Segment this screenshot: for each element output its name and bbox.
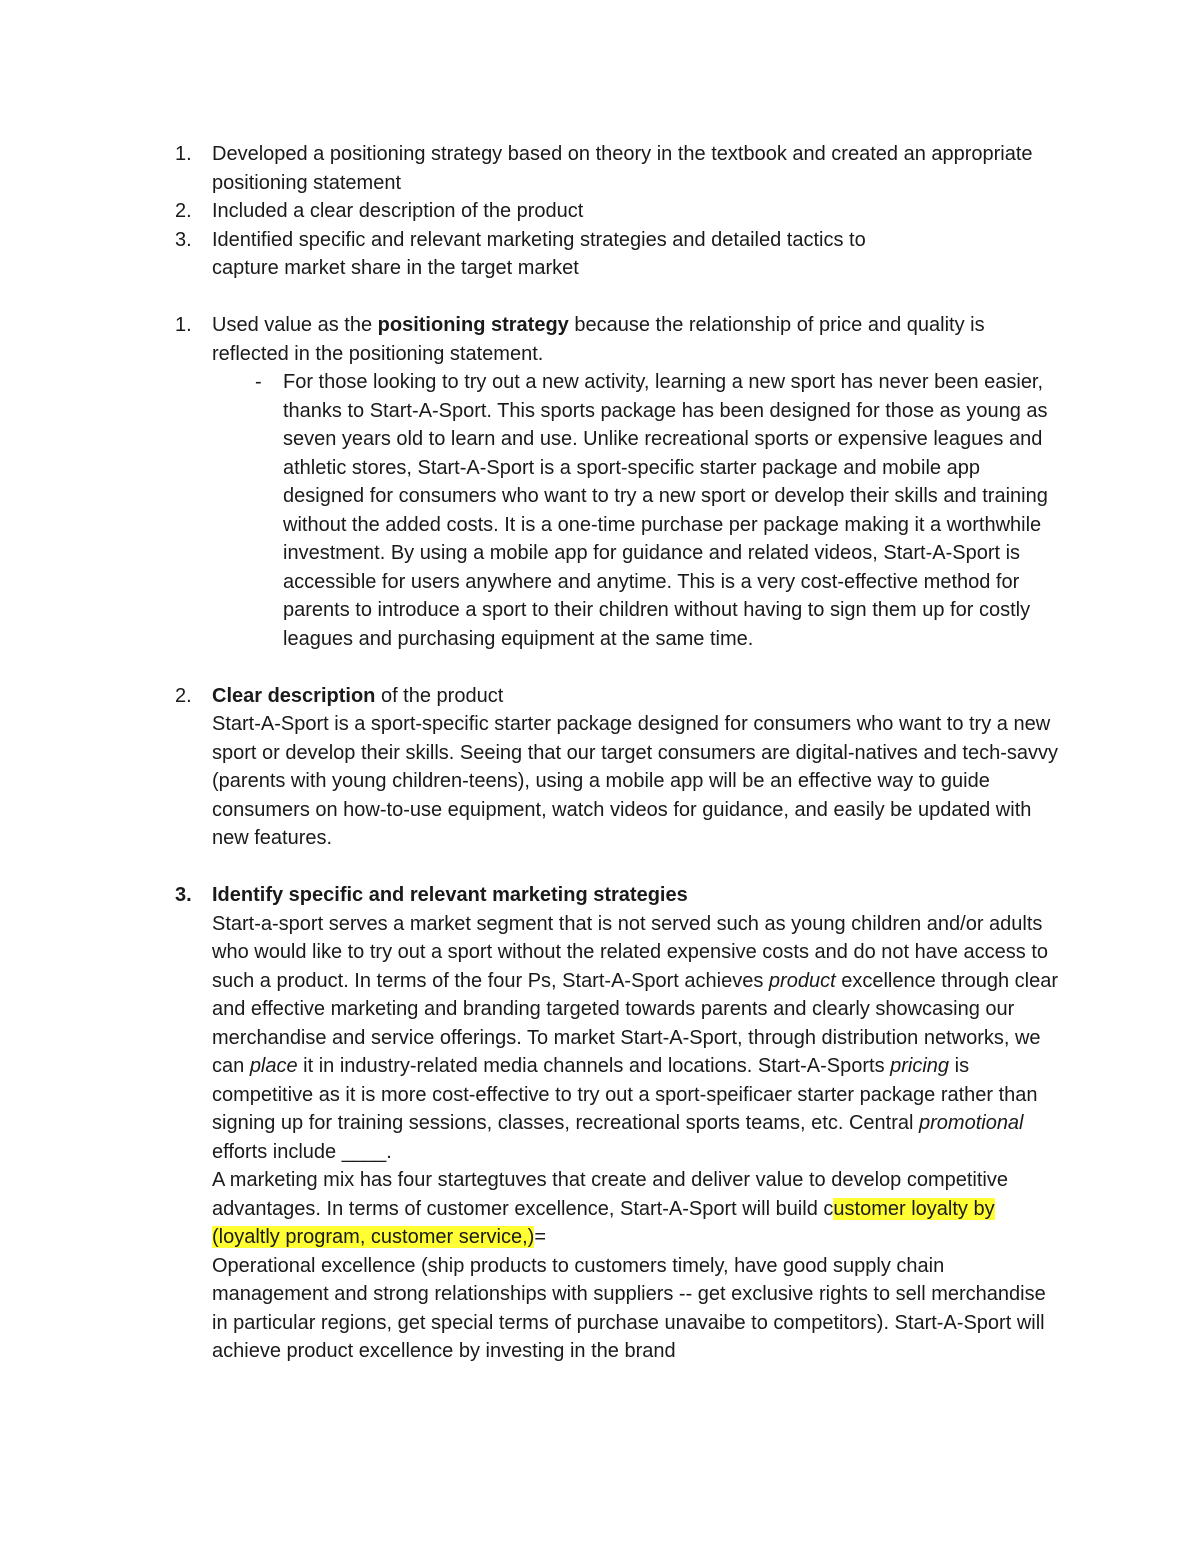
section-text-pre: Used value as the bbox=[212, 314, 378, 336]
positioning-statement bbox=[0, 368, 1063, 653]
positioning-statement-text: For those looking to try out a new activity, learning a new sport has never been easier, thanks to Start-A-Sport. This sports package has been designed for those as young as seven years old to learn and use. Unlike recreational sports or expensive leagues and athletic stores, Start-A-Sport is a sport-specific starter package and mobile app designed for consumers who want to try a new sport or develop their skills and training without the added costs. It is a one-time purchase per package making it a worthwhile investment. By using a mobile app for guidance and related videos, Start-A-Sport is accessible for users anywhere and anytime. This is a very cost-effective method for parents to introduce a sport to their children without having to sign them up for costly leagues and purchasing equipment at the same time. bbox=[283, 371, 1048, 650]
blank-line bbox=[0, 653, 1200, 682]
text-run: = bbox=[534, 1226, 546, 1248]
section-text-post: because the relationship of price and quality is reflected in the positioning statement. bbox=[212, 314, 985, 365]
list-item-text: Identified specific and relevant marketing strategies and detailed tactics to capture market share in the target market bbox=[212, 228, 866, 279]
blank-line bbox=[0, 283, 1200, 312]
italic-term: pricing bbox=[890, 1055, 950, 1077]
document-content bbox=[0, 140, 1200, 1366]
operational-paragraph: Operational excellence (ship products to customers timely, have good supply chain management and strong relationships with suppliers -- get exclusive rights to sell merchandise in particular regions, get special terms of purchase unavaibe to competitors). Start-A-Sport will achieve product excellence by investing in the brand bbox=[212, 1254, 1046, 1362]
section-positioning bbox=[0, 311, 1062, 368]
list-item bbox=[0, 197, 1062, 226]
section-description bbox=[0, 682, 1062, 853]
highlighted-text: ustomer loyalty by (loyaltly program, customer service,) bbox=[212, 1197, 995, 1248]
italic-term: place bbox=[249, 1055, 298, 1077]
section-strategies bbox=[0, 881, 1062, 1366]
text-run: efforts include ____. bbox=[212, 1140, 392, 1163]
dash-bullet: - bbox=[255, 371, 262, 393]
strategies-paragraph bbox=[212, 910, 1062, 1167]
section-heading: Identify specific and relevant marketing strategies bbox=[212, 884, 688, 906]
list-item-text: Included a clear description of the product bbox=[212, 200, 584, 222]
italic-term: promotional bbox=[919, 1112, 1024, 1134]
section-heading-rest: of the product bbox=[375, 684, 504, 707]
list-number: 3. bbox=[175, 228, 192, 251]
list-number: 1. bbox=[175, 314, 192, 336]
section-heading-bold: positioning strategy bbox=[377, 314, 569, 336]
list-item bbox=[0, 140, 1062, 197]
blank-line bbox=[0, 853, 1200, 882]
list-number: 2. bbox=[175, 200, 192, 222]
list-item-text: Developed a positioning strategy based on theory in the textbook and created an appropriate positioning statement bbox=[212, 143, 1033, 194]
list-number: 3. bbox=[175, 884, 192, 906]
section-heading-bold: Clear description bbox=[212, 684, 376, 707]
text-run: it in industry-related media channels and locations. Start-A-Sports bbox=[297, 1055, 891, 1077]
list-item bbox=[0, 226, 932, 283]
list-number: 1. bbox=[175, 143, 192, 165]
text-run: A marketing mix has four startegtuves that create and deliver value to develop competitive advantages. In terms of customer excellence, Start-A-Sport will build c bbox=[212, 1169, 1008, 1220]
marketing-mix-paragraph bbox=[212, 1166, 1062, 1252]
description-paragraph: Start-A-Sport is a sport-specific starter package designed for consumers who want to try a new sport or develop their skills. Seeing that our target consumers are digital-natives and tech-savvy (parents with young children-teens), using a mobile app will be an effective way to guide consumers on how-to-use equipment, watch videos for guidance, and easily be updated with new features. bbox=[212, 713, 1058, 849]
text-run: Start-a-sport serves a market segment that is not served such as young children and/or adults who would like to try out a sport without the related expensive costs and do not have access to such a product. In terms of the four Ps, Start-A-Sport achieves bbox=[212, 912, 1049, 992]
text-run: excellence through clear and effective marketing and branding targeted towards parents and clearly showcasing our merchandise and service offerings. To market Start-A-Sport, through distribution networks, we can bbox=[212, 969, 1058, 1077]
text-run: is competitive as it is more cost-effective to try out a sport-speificaer starter package rather than signing up for training sessions, classes, recreational sports teams, etc. Central bbox=[212, 1055, 1038, 1134]
italic-term: product bbox=[768, 969, 836, 992]
list-number: 2. bbox=[175, 684, 192, 707]
